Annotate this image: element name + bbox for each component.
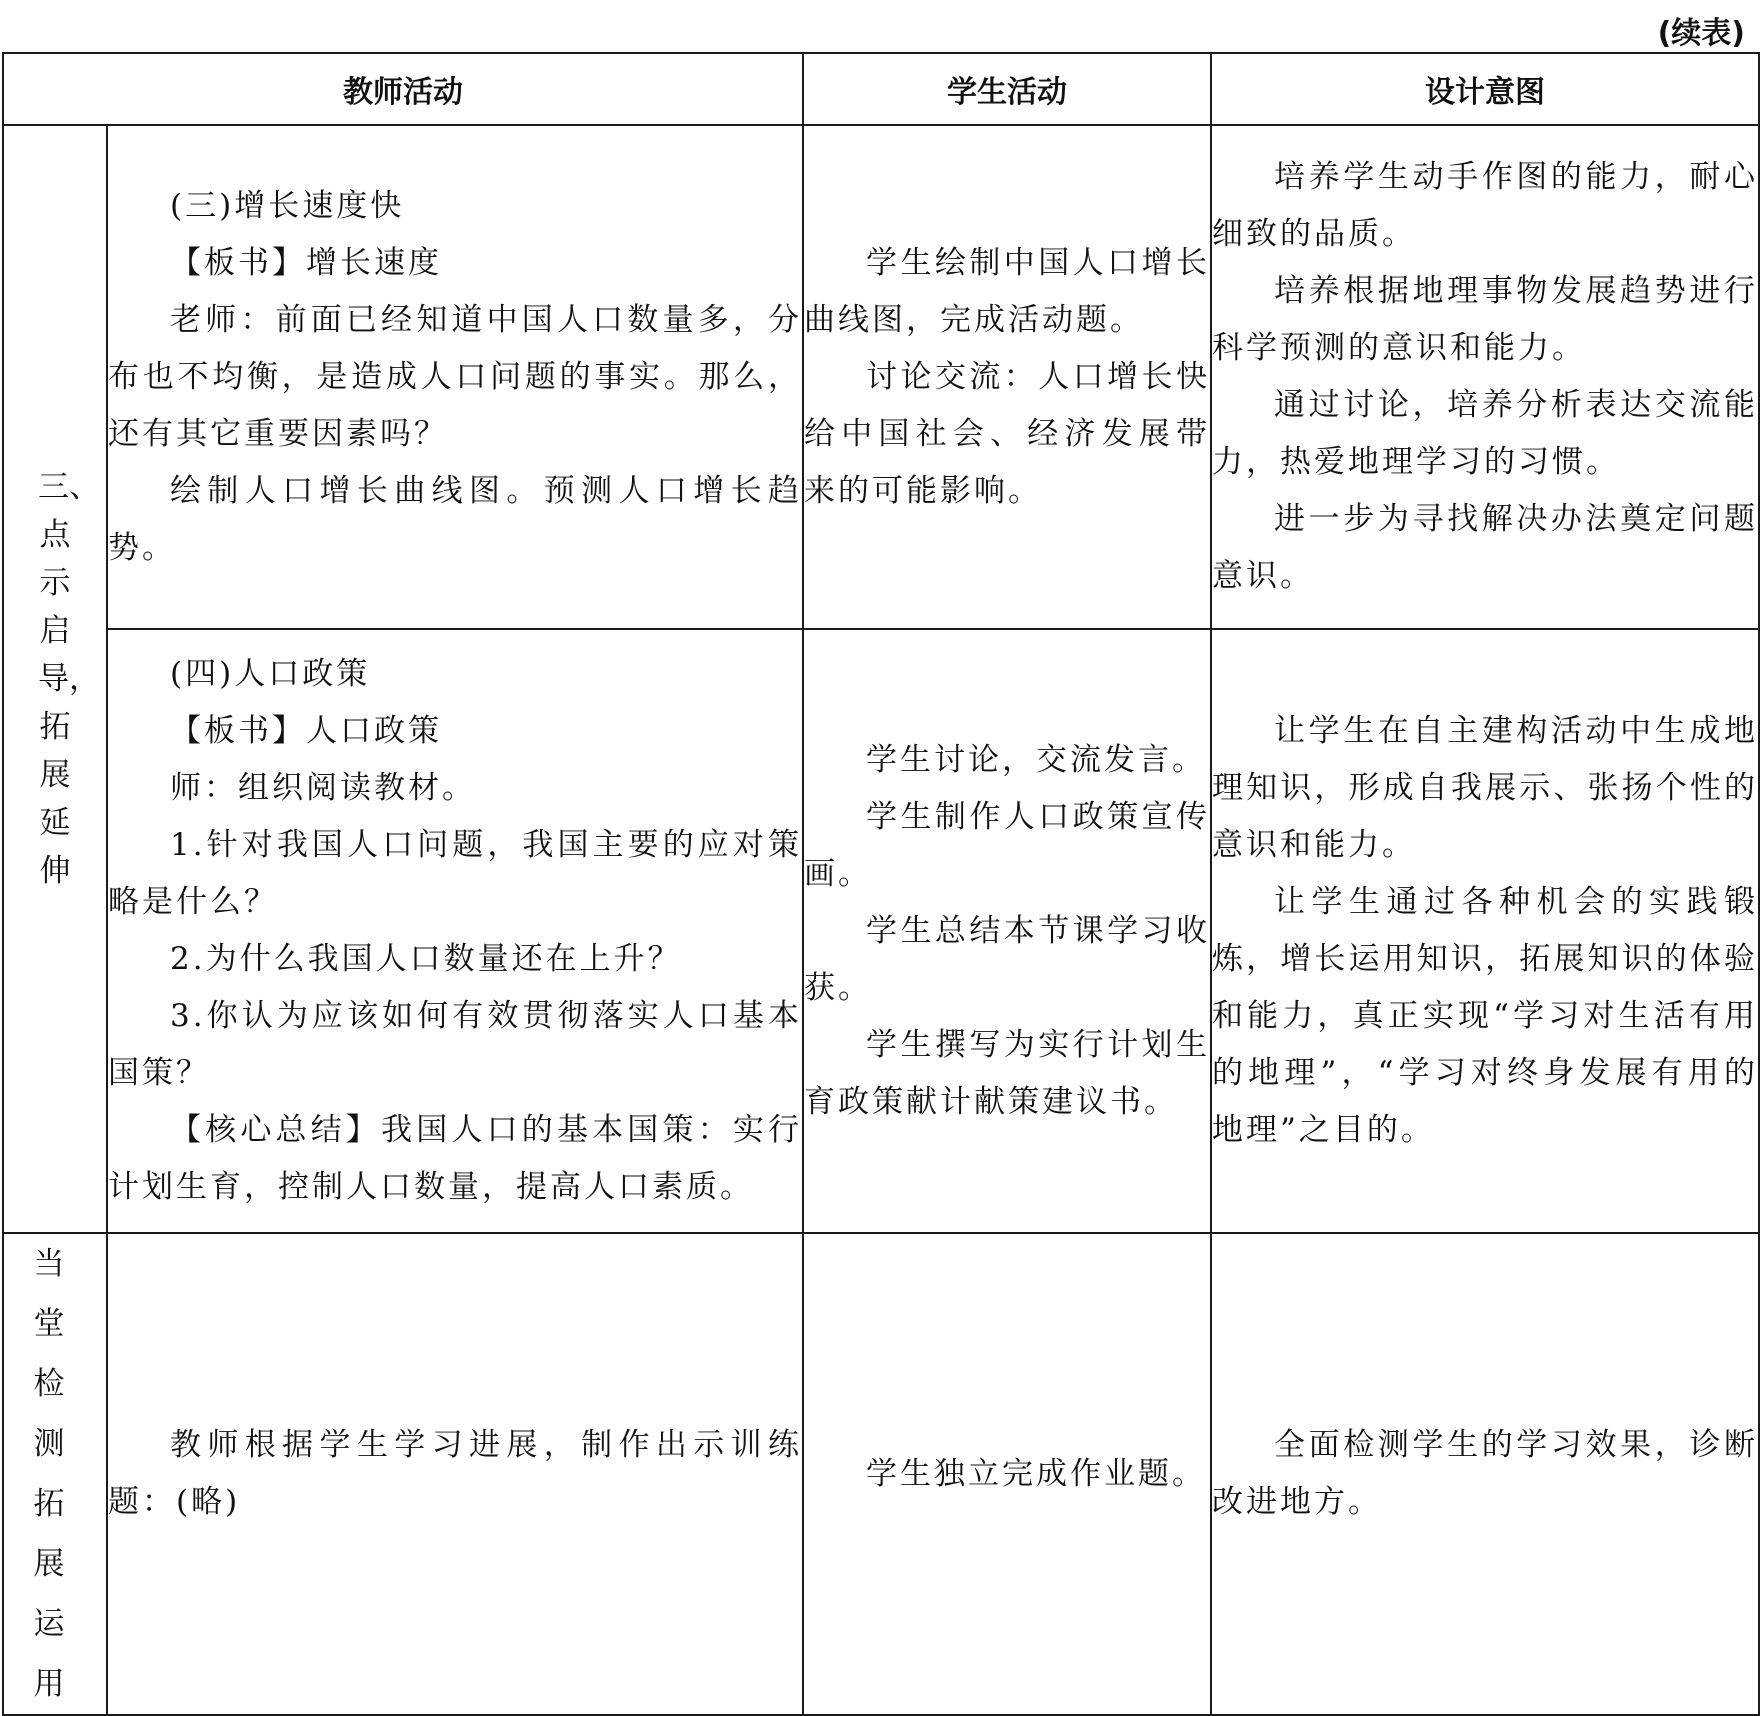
teacher-text: 【板书】增长速度	[170, 244, 442, 281]
table-row	[3, 1233, 1759, 1715]
teacher-text: 3.你认为应该如何有效贯彻落实人口基本国策？	[108, 998, 802, 1091]
teacher-text: 1.针对我国人口问题，我国主要的应对策略是什么？	[108, 827, 802, 920]
table-row	[3, 125, 1759, 629]
teacher-text: 【核心总结】我国人口的基本国策：实行计划生育，控制人口数量，提高人口素质。	[108, 1112, 802, 1205]
intent-cell	[1211, 125, 1759, 629]
continued-label: (续表)	[1657, 16, 1745, 51]
teacher-cell	[107, 125, 803, 629]
student-cell	[803, 629, 1211, 1233]
student-cell	[803, 125, 1211, 629]
stage-label: 三、点示启导，拓展延伸	[38, 469, 100, 889]
student-text: 学生总结本节课学习收获。	[804, 912, 1210, 1006]
intent-text: 通过讨论，培养分析表达交流能力，热爱地理学习的习惯。	[1212, 387, 1758, 480]
intent-text: 让学生通过各种机会的实践锻炼，增长运用知识，拓展知识的体验和能力，真正实现“学习对生活有用的地理”，“学习对终身发展有用的地理”之目的。	[1212, 884, 1758, 1148]
stage-cell	[3, 125, 107, 1233]
student-text: 学生绘制中国人口增长曲线图，完成活动题。	[804, 244, 1210, 338]
intent-cell	[1211, 629, 1759, 1233]
intent-text: 培养根据地理事物发展趋势进行科学预测的意识和能力。	[1212, 273, 1758, 366]
teacher-text: 【板书】人口政策	[170, 713, 442, 749]
student-text: 学生撰写为实行计划生育政策献计献策建议书。	[804, 1026, 1210, 1120]
header-teacher: 教师活动	[3, 53, 803, 125]
intent-cell	[1211, 1233, 1759, 1715]
lesson-plan-table	[2, 52, 1760, 1716]
stage-label: 当堂检测拓展运用	[33, 1246, 77, 1702]
header-intent: 设计意图	[1211, 53, 1759, 125]
student-text: 学生独立完成作业题。	[866, 1455, 1206, 1492]
teacher-text: 师：组织阅读教材。	[170, 770, 476, 806]
student-text: 学生制作人口政策宣传画。	[804, 798, 1210, 892]
teacher-cell	[107, 629, 803, 1233]
intent-text: 让学生在自主建构活动中生成地理知识，形成自我展示、张扬个性的意识和能力。	[1212, 713, 1758, 863]
student-cell	[803, 1233, 1211, 1715]
teacher-text: 老师：前面已经知道中国人口数量多，分布也不均衡，是造成人口问题的事实。那么，还有其它重要因素吗？	[108, 301, 802, 452]
intent-text: 培养学生动手作图的能力，耐心细致的品质。	[1212, 159, 1758, 252]
student-text: 讨论交流：人口增长快给中国社会、经济发展带来的可能影响。	[804, 358, 1210, 509]
header-student: 学生活动	[803, 53, 1211, 125]
header-row	[3, 53, 1759, 125]
table-row	[3, 629, 1759, 1233]
teacher-cell	[107, 1233, 803, 1715]
stage-cell	[3, 1233, 107, 1715]
teacher-text: 绘制人口增长曲线图。预测人口增长趋势。	[108, 472, 802, 566]
intent-text: 进一步为寻找解决办法奠定问题意识。	[1212, 501, 1758, 594]
teacher-text: (四)人口政策	[170, 656, 371, 692]
teacher-text: (三)增长速度快	[170, 187, 405, 224]
intent-text: 全面检测学生的学习效果，诊断改进地方。	[1212, 1427, 1758, 1520]
student-text: 学生讨论，交流发言。	[866, 741, 1206, 778]
teacher-text: 2.为什么我国人口数量还在上升？	[170, 941, 682, 977]
teacher-text: 教师根据学生学习进展，制作出示训练题：(略)	[108, 1427, 802, 1520]
